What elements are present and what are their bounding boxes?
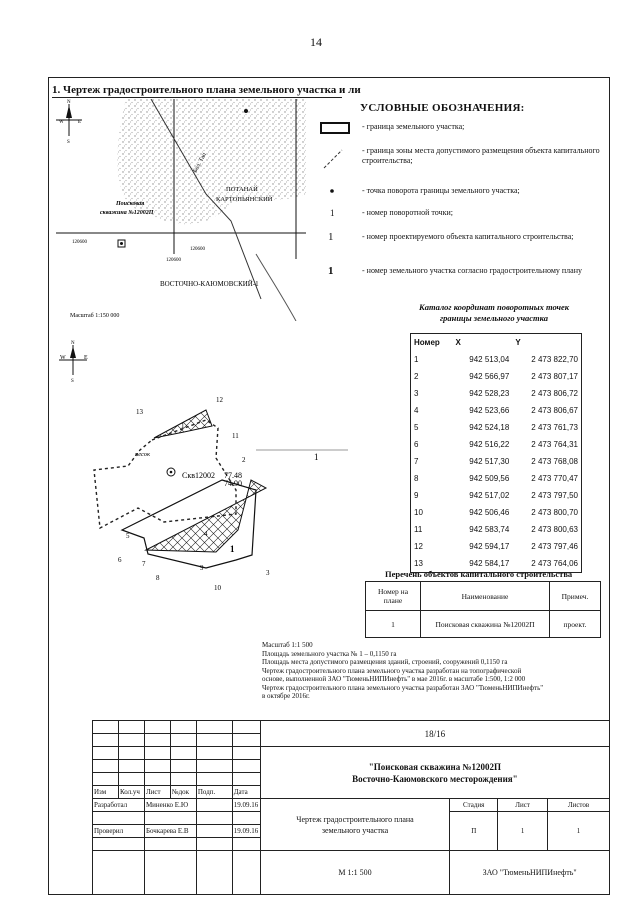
- note-line: Масштаб 1:1 500: [262, 641, 313, 649]
- pt-11: 11: [232, 432, 239, 440]
- objects-title: Перечень объектов капитального строительства: [385, 569, 573, 579]
- coord-label-mid: 120600: [190, 247, 205, 252]
- table-row: 2 942 566,97 2 473 807,17: [414, 372, 578, 381]
- table-row: 13 942 584,17 2 473 764,06: [414, 559, 578, 568]
- table-row: 4 942 523,66 2 473 806,67: [414, 406, 578, 415]
- river-label: Бол. Тап: [192, 151, 208, 174]
- person-name: Миненко Е.Ю: [144, 799, 196, 812]
- doc-code: 18/16: [260, 721, 609, 747]
- date: 19.09.16: [232, 825, 260, 838]
- person-name: Бочкарева Е.В: [144, 825, 196, 838]
- table-row: 1 Поисковая скважина №12002П проект.: [366, 611, 601, 638]
- section-title: 1. Чертеж градостроительного плана земельного участка и ли: [52, 84, 361, 96]
- stamp-header-row: Изм Кол.уч Лист №док Подп. Дата: [93, 786, 610, 799]
- svg-text:N: N: [71, 341, 75, 346]
- pt-6: 6: [118, 556, 122, 564]
- date: 19.09.16: [232, 799, 260, 812]
- role-label: Проверил: [93, 825, 145, 838]
- sheet-value: 1: [498, 812, 548, 851]
- legend-item-plot: 1 - номер земельного участка согласно градостроительному плану: [328, 265, 582, 277]
- well-point: [120, 242, 123, 245]
- svg-text:S: S: [67, 140, 70, 145]
- coordinates-table: [410, 333, 582, 573]
- table-row: 3 942 528,23 2 473 806,72: [414, 389, 578, 398]
- situational-map: [56, 99, 306, 321]
- road-line: [256, 254, 296, 321]
- catalog-title: Каталог координат поворотных точек границы земельного участка: [418, 302, 570, 323]
- zone-south: [146, 480, 266, 552]
- plot-number: 1: [230, 544, 235, 554]
- sheets-value: 1: [548, 812, 610, 851]
- title-divider: [52, 97, 342, 98]
- note-line: в октябре 2016г.: [262, 692, 310, 700]
- elev-label-1: 77.48: [224, 471, 242, 480]
- coord-label-left: 120600: [72, 240, 87, 245]
- table-row: 5 942 524,18 2 473 761,73: [414, 423, 578, 432]
- object-number: 1: [314, 452, 319, 462]
- svg-text:S: S: [71, 379, 74, 384]
- pt-9: 9: [200, 564, 204, 572]
- table-row: 6 942 516,22 2 473 764,31: [414, 440, 578, 449]
- forest-area: [117, 99, 306, 224]
- note-line: Площадь земельного участка № 1 – 0,1150 га: [262, 649, 397, 658]
- legend-title: УСЛОВНЫЕ ОБОЗНАЧЕНИЯ:: [360, 102, 525, 114]
- company-name: ЗАО "ТюменьНИПИнефть": [450, 851, 610, 895]
- plot-drawing: [56, 340, 356, 600]
- objects-table: [365, 581, 601, 638]
- drawing-notes: [262, 641, 592, 701]
- note-line: Площадь места допустимого размещения зданий, строений, сооружений 0,1150 га: [262, 658, 508, 666]
- table-row: 7 942 517,30 2 473 768,08: [414, 457, 578, 466]
- table-header-row: Номер на плане Наименование Примеч.: [366, 582, 601, 611]
- pt-8: 8: [156, 574, 160, 582]
- pt-10: 10: [214, 584, 221, 592]
- pt-12: 12: [216, 396, 223, 404]
- table-row: 1 942 513,04 2 473 822,70: [414, 355, 578, 364]
- map1-scale: Масштаб 1:150 000: [70, 313, 120, 319]
- table-row: 9 942 517,02 2 473 797,50: [414, 491, 578, 500]
- note-line: Чертеж градостроительного плана земельного участка разработан на топографической: [262, 666, 522, 675]
- legend-item-zone: - граница зоны места допустимого размещения объекта капитального строительства;: [312, 146, 602, 174]
- elev-label-2: 74.90: [224, 479, 242, 488]
- table-header-row: Номер X Y: [414, 338, 521, 347]
- area-label-2: КАРТОПЬЯНСКИЙ: [216, 196, 273, 203]
- svg-text:N: N: [67, 100, 71, 105]
- pt-3: 3: [266, 569, 270, 577]
- svg-text:E: E: [78, 120, 82, 125]
- stage-value: П: [450, 812, 498, 851]
- area-label-1: ПОТАНАЙ: [226, 186, 258, 193]
- svg-text:W: W: [60, 355, 66, 361]
- page-number: 14: [310, 35, 322, 49]
- pt-4: 4: [204, 530, 208, 538]
- sand-label: песок: [135, 451, 151, 458]
- title-block: 18/16 "Поисковая скважина №12002П Восточно-Каюмовского месторождения" Изм Кол.уч Лист №док Подп. Дата Разработал Миненко Е.Ю 19.09.16 Чертеж градостроительного плана земельного участка Стадия Лист Листов П 1 1 Проверил Бочкарева Е.В 19.09.16 М 1:1 500 ЗАО "ТюменьНИПИнефть": [92, 720, 610, 895]
- field-label: ВОСТОЧНО-КАЮМОВСКИЙ-1: [160, 280, 259, 288]
- table-row: 10 942 506,46 2 473 800,70: [414, 508, 578, 517]
- map1-compass: [56, 100, 82, 145]
- svg-text:W: W: [59, 120, 64, 125]
- well-label-2: скважина №12002П: [100, 210, 154, 216]
- plot-compass: [59, 341, 88, 384]
- legend-item-object: 1 - номер проектируемого объекта капитального строительства;: [328, 231, 574, 243]
- settlement-marker: [244, 109, 248, 113]
- pt-13: 13: [136, 408, 143, 416]
- note-line: основе, выполненной ЗАО "ТюменьНИПИнефть" в мае 2016г. в масштабе 1:500, 1:2 000: [262, 675, 526, 683]
- doc-name: Чертеж градостроительного плана земельного участка: [260, 799, 450, 851]
- note-line: Чертеж градостроительного плана земельного участка разработан ЗАО "ТюменьНИПИнефть": [262, 683, 544, 692]
- coord-label-bottom: 120600: [166, 258, 181, 263]
- pt-2: 2: [242, 456, 246, 464]
- pt-1: 1: [181, 422, 185, 430]
- table-row: 12 942 594,17 2 473 797,46: [414, 542, 578, 551]
- project-title: "Поисковая скважина №12002П Восточно-Каюмовского месторождения": [260, 747, 609, 799]
- role-label: Разработал: [93, 799, 145, 812]
- pt-5: 5: [126, 532, 130, 540]
- table-row: 11 942 583,74 2 473 800,63: [414, 525, 578, 534]
- well-label: Скв12002: [182, 471, 215, 480]
- svg-text:E: E: [84, 355, 88, 361]
- scale-value: М 1:1 500: [260, 851, 450, 895]
- pt-7: 7: [142, 560, 146, 568]
- table-row: 8 942 509,56 2 473 770,47: [414, 474, 578, 483]
- well-label-1: Поисковая: [116, 201, 145, 207]
